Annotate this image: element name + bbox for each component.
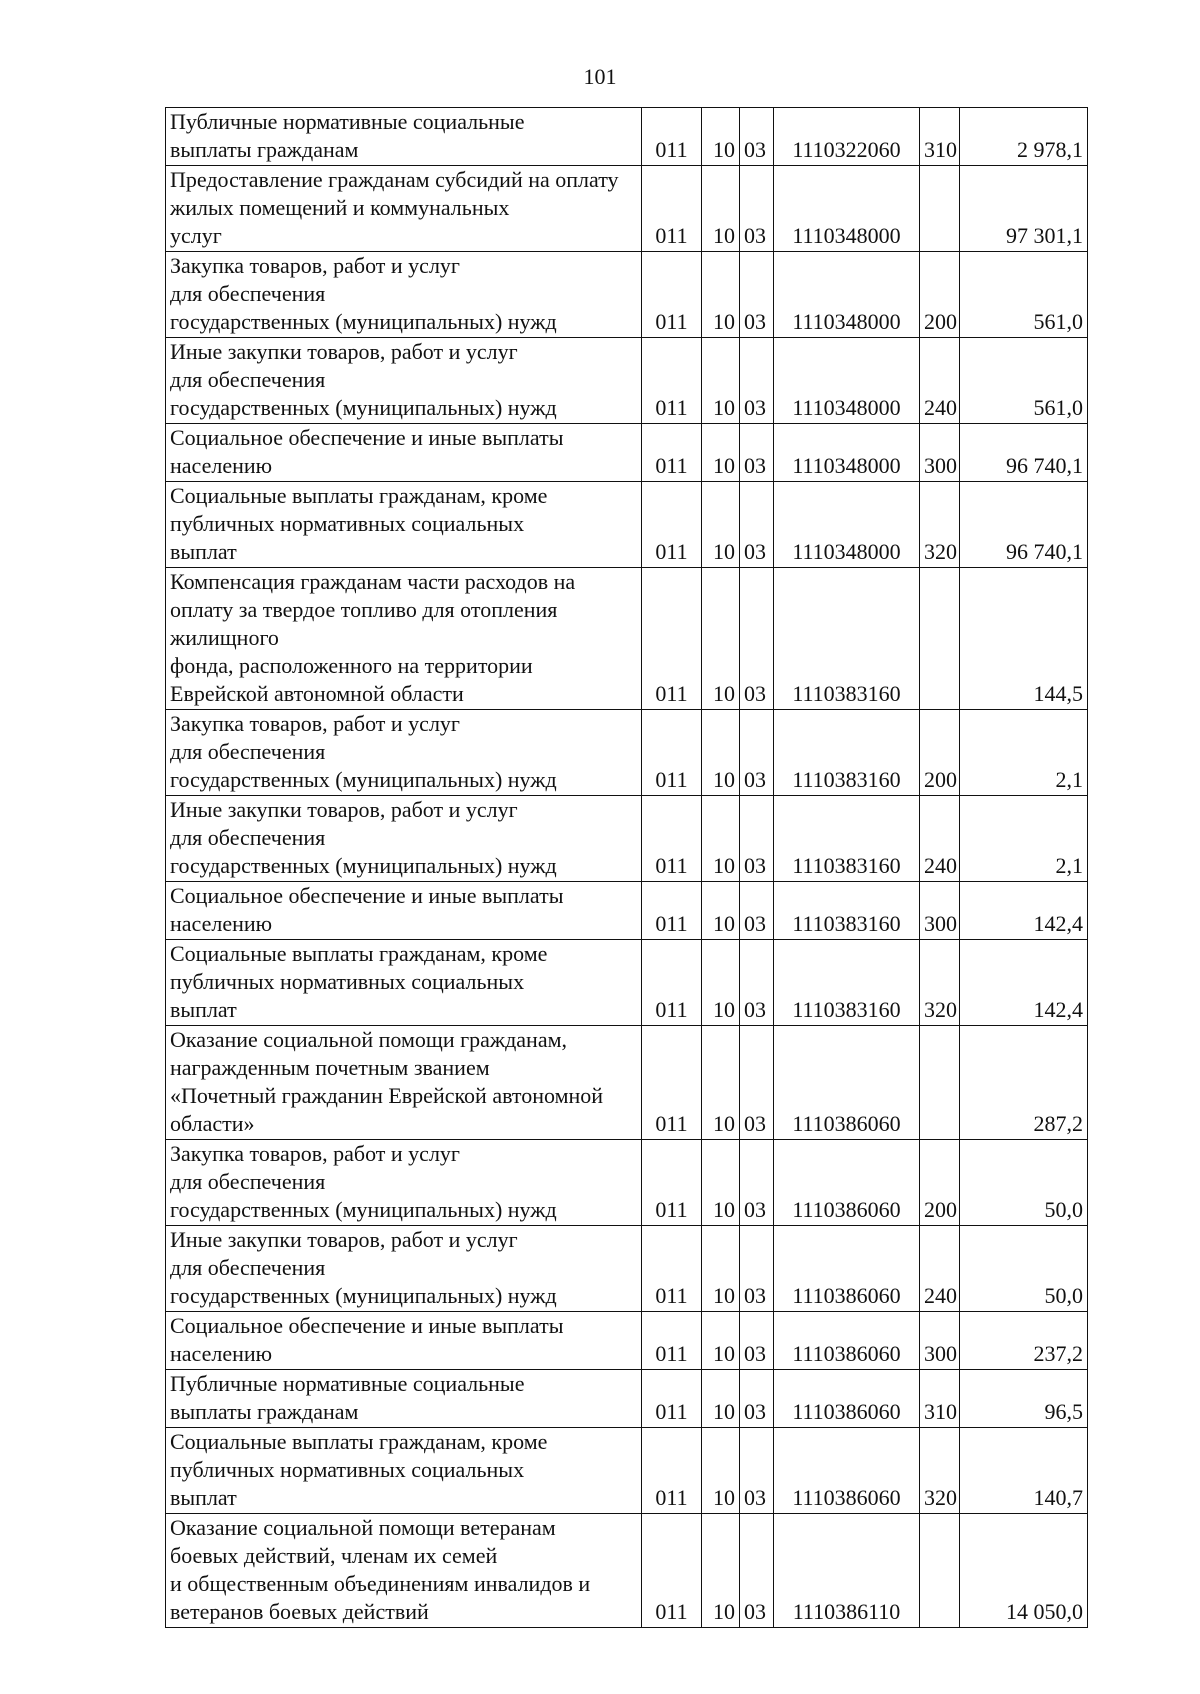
expense-name-line: оплату за твердое топливо для отопления жилищного [170,597,558,650]
expense-name-line: для обеспечения [170,1169,326,1194]
expense-name-line: Социальное обеспечение и иные выплаты [170,425,564,450]
admin-code-cell: 011 [642,1428,702,1514]
expense-type-cell: 300 [920,424,960,482]
section-code-cell: 10 [702,1140,740,1226]
section-code-cell: 10 [702,1428,740,1514]
section-code-cell: 10 [702,424,740,482]
expense-name-line: государственных (муниципальных) нужд [170,309,557,334]
expense-name-cell [166,424,642,482]
expense-type-cell [920,166,960,252]
subsection-code-cell: 03 [740,882,774,940]
expense-type-cell: 240 [920,796,960,882]
section-code-cell: 10 [702,1514,740,1628]
amount-cell: 96 740,1 [960,482,1088,568]
expense-name-line: выплат [170,1485,237,1510]
section-code-cell: 10 [702,482,740,568]
amount-cell: 14 050,0 [960,1514,1088,1628]
budget-table [165,107,1088,1628]
expense-name-line: жилых помещений и коммунальных [170,195,510,220]
expense-name-line: Оказание социальной помощи ветеранам [170,1515,556,1540]
expense-name-line: Социальные выплаты гражданам, кроме [170,1429,548,1454]
budget-table-body [166,108,1088,1628]
expense-name-cell [166,338,642,424]
target-article-cell: 1110386060 [774,1312,920,1370]
section-code-cell: 10 [702,1312,740,1370]
amount-cell: 96,5 [960,1370,1088,1428]
expense-name-line: Закупка товаров, работ и услуг [170,1141,460,1166]
target-article-cell: 1110322060 [774,108,920,166]
target-article-cell: 1110348000 [774,482,920,568]
section-code-cell: 10 [702,882,740,940]
expense-type-cell: 300 [920,1312,960,1370]
expense-type-cell: 310 [920,1370,960,1428]
subsection-code-cell: 03 [740,1514,774,1628]
admin-code-cell: 011 [642,1312,702,1370]
target-article-cell: 1110383160 [774,940,920,1026]
admin-code-cell: 011 [642,252,702,338]
section-code-cell: 10 [702,710,740,796]
expense-name-line: для обеспечения [170,1255,326,1280]
admin-code-cell: 011 [642,940,702,1026]
expense-name-line: публичных нормативных социальных [170,511,525,536]
expense-name-line: для обеспечения [170,739,326,764]
target-article-cell: 1110386060 [774,1370,920,1428]
target-article-cell: 1110383160 [774,796,920,882]
target-article-cell: 1110383160 [774,882,920,940]
expense-name-cell [166,166,642,252]
subsection-code-cell: 03 [740,1026,774,1140]
admin-code-cell: 011 [642,338,702,424]
admin-code-cell: 011 [642,568,702,710]
subsection-code-cell: 03 [740,1428,774,1514]
target-article-cell: 1110348000 [774,166,920,252]
expense-name-line: выплаты гражданам [170,137,359,162]
amount-cell: 50,0 [960,1140,1088,1226]
table-row [166,796,1088,882]
expense-type-cell: 200 [920,710,960,796]
expense-name-line: выплат [170,539,237,564]
expense-name-line: государственных (муниципальных) нужд [170,767,557,792]
table-row [166,166,1088,252]
amount-cell: 2,1 [960,796,1088,882]
expense-name-cell [166,1428,642,1514]
table-row [166,940,1088,1026]
amount-cell: 287,2 [960,1026,1088,1140]
section-code-cell: 10 [702,166,740,252]
section-code-cell: 10 [702,338,740,424]
target-article-cell: 1110348000 [774,252,920,338]
target-article-cell: 1110383160 [774,710,920,796]
expense-name-cell [166,710,642,796]
admin-code-cell: 011 [642,882,702,940]
expense-name-cell [166,482,642,568]
expense-name-line: области» [170,1111,255,1136]
target-article-cell: 1110386060 [774,1026,920,1140]
subsection-code-cell: 03 [740,166,774,252]
table-row [166,1140,1088,1226]
subsection-code-cell: 03 [740,338,774,424]
expense-name-line: боевых действий, членам их семей [170,1543,498,1568]
expense-name-line: Социальные выплаты гражданам, кроме [170,941,548,966]
expense-type-cell: 310 [920,108,960,166]
subsection-code-cell: 03 [740,796,774,882]
expense-name-line: Еврейской автономной области [170,681,464,706]
subsection-code-cell: 03 [740,710,774,796]
section-code-cell: 10 [702,108,740,166]
table-row [166,1312,1088,1370]
table-row [166,1370,1088,1428]
table-row [166,338,1088,424]
expense-type-cell [920,1026,960,1140]
target-article-cell: 1110348000 [774,338,920,424]
section-code-cell: 10 [702,796,740,882]
section-code-cell: 10 [702,1026,740,1140]
expense-type-cell: 240 [920,1226,960,1312]
expense-type-cell: 300 [920,882,960,940]
expense-name-line: и общественным объединениям инвалидов и [170,1571,591,1596]
expense-name-line: государственных (муниципальных) нужд [170,853,557,878]
expense-name-line: публичных нормативных социальных [170,1457,525,1482]
amount-cell: 50,0 [960,1226,1088,1312]
page-number: 101 [583,64,617,89]
expense-name-cell [166,1026,642,1140]
expense-name-cell [166,1370,642,1428]
expense-name-line: для обеспечения [170,281,326,306]
table-row [166,252,1088,338]
amount-cell: 2 978,1 [960,108,1088,166]
table-row [166,424,1088,482]
expense-name-cell [166,1226,642,1312]
section-code-cell: 10 [702,1226,740,1312]
expense-name-line: государственных (муниципальных) нужд [170,1283,557,1308]
target-article-cell: 1110386060 [774,1140,920,1226]
target-article-cell: 1110348000 [774,424,920,482]
expense-name-line: Закупка товаров, работ и услуг [170,253,460,278]
target-article-cell: 1110386060 [774,1428,920,1514]
amount-cell: 2,1 [960,710,1088,796]
subsection-code-cell: 03 [740,568,774,710]
table-row [166,1428,1088,1514]
section-code-cell: 10 [702,1370,740,1428]
admin-code-cell: 011 [642,424,702,482]
expense-name-line: Оказание социальной помощи гражданам, [170,1027,567,1052]
expense-name-cell [166,882,642,940]
expense-name-line: «Почетный гражданин Еврейской автономной [170,1083,604,1108]
expense-name-line: Иные закупки товаров, работ и услуг [170,797,518,822]
expense-name-line: публичных нормативных социальных [170,969,525,994]
expense-name-cell [166,940,642,1026]
admin-code-cell: 011 [642,796,702,882]
amount-cell: 96 740,1 [960,424,1088,482]
subsection-code-cell: 03 [740,1140,774,1226]
expense-name-line: населению [170,1341,273,1366]
amount-cell: 140,7 [960,1428,1088,1514]
table-row [166,710,1088,796]
subsection-code-cell: 03 [740,252,774,338]
amount-cell: 237,2 [960,1312,1088,1370]
expense-type-cell: 320 [920,482,960,568]
expense-name-cell [166,1140,642,1226]
table-row [166,1026,1088,1140]
admin-code-cell: 011 [642,1026,702,1140]
admin-code-cell: 011 [642,482,702,568]
table-row [166,108,1088,166]
subsection-code-cell: 03 [740,1312,774,1370]
table-row [166,1226,1088,1312]
expense-name-line: государственных (муниципальных) нужд [170,1197,557,1222]
expense-name-line: Иные закупки товаров, работ и услуг [170,1227,518,1252]
expense-name-line: для обеспечения [170,825,326,850]
amount-cell: 97 301,1 [960,166,1088,252]
subsection-code-cell: 03 [740,1370,774,1428]
expense-name-line: награжденным почетным званием [170,1055,490,1080]
admin-code-cell: 011 [642,710,702,796]
expense-name-line: Компенсация гражданам части расходов на [170,569,576,594]
admin-code-cell: 011 [642,1140,702,1226]
expense-name-line: населению [170,453,273,478]
expense-name-line: Закупка товаров, работ и услуг [170,711,460,736]
expense-name-cell [166,108,642,166]
expense-name-cell [166,568,642,710]
expense-name-line: выплаты гражданам [170,1399,359,1424]
section-code-cell: 10 [702,940,740,1026]
subsection-code-cell: 03 [740,940,774,1026]
admin-code-cell: 011 [642,1370,702,1428]
amount-cell: 561,0 [960,252,1088,338]
subsection-code-cell: 03 [740,1226,774,1312]
expense-name-line: Социальные выплаты гражданам, кроме [170,483,548,508]
expense-name-line: Предоставление гражданам субсидий на оплату [170,167,619,192]
expense-type-cell: 200 [920,1140,960,1226]
expense-name-line: услуг [170,223,222,248]
table-row [166,882,1088,940]
expense-name-line: выплат [170,997,237,1022]
expense-name-line: Иные закупки товаров, работ и услуг [170,339,518,364]
expense-type-cell: 320 [920,940,960,1026]
expense-type-cell [920,568,960,710]
expense-name-line: Социальное обеспечение и иные выплаты [170,883,564,908]
expense-name-cell [166,1312,642,1370]
table-row [166,1514,1088,1628]
expense-name-line: для обеспечения [170,367,326,392]
target-article-cell: 1110383160 [774,568,920,710]
table-row [166,482,1088,568]
admin-code-cell: 011 [642,108,702,166]
expense-type-cell: 240 [920,338,960,424]
expense-name-line: Социальное обеспечение и иные выплаты [170,1313,564,1338]
expense-name-line: государственных (муниципальных) нужд [170,395,557,420]
admin-code-cell: 011 [642,166,702,252]
amount-cell: 144,5 [960,568,1088,710]
amount-cell: 142,4 [960,940,1088,1026]
admin-code-cell: 011 [642,1514,702,1628]
target-article-cell: 1110386110 [774,1514,920,1628]
expense-name-line: Публичные нормативные социальные [170,109,525,134]
expense-type-cell: 320 [920,1428,960,1514]
amount-cell: 561,0 [960,338,1088,424]
expense-name-cell [166,796,642,882]
expense-name-cell [166,1514,642,1628]
subsection-code-cell: 03 [740,424,774,482]
admin-code-cell: 011 [642,1226,702,1312]
expense-name-line: населению [170,911,273,936]
expense-type-cell [920,1514,960,1628]
table-row [166,568,1088,710]
target-article-cell: 1110386060 [774,1226,920,1312]
amount-cell: 142,4 [960,882,1088,940]
expense-name-line: фонда, расположенного на территории [170,653,533,678]
subsection-code-cell: 03 [740,482,774,568]
section-code-cell: 10 [702,568,740,710]
expense-name-cell [166,252,642,338]
expense-name-line: ветеранов боевых действий [170,1599,429,1624]
expense-type-cell: 200 [920,252,960,338]
section-code-cell: 10 [702,252,740,338]
subsection-code-cell: 03 [740,108,774,166]
expense-name-line: Публичные нормативные социальные [170,1371,525,1396]
